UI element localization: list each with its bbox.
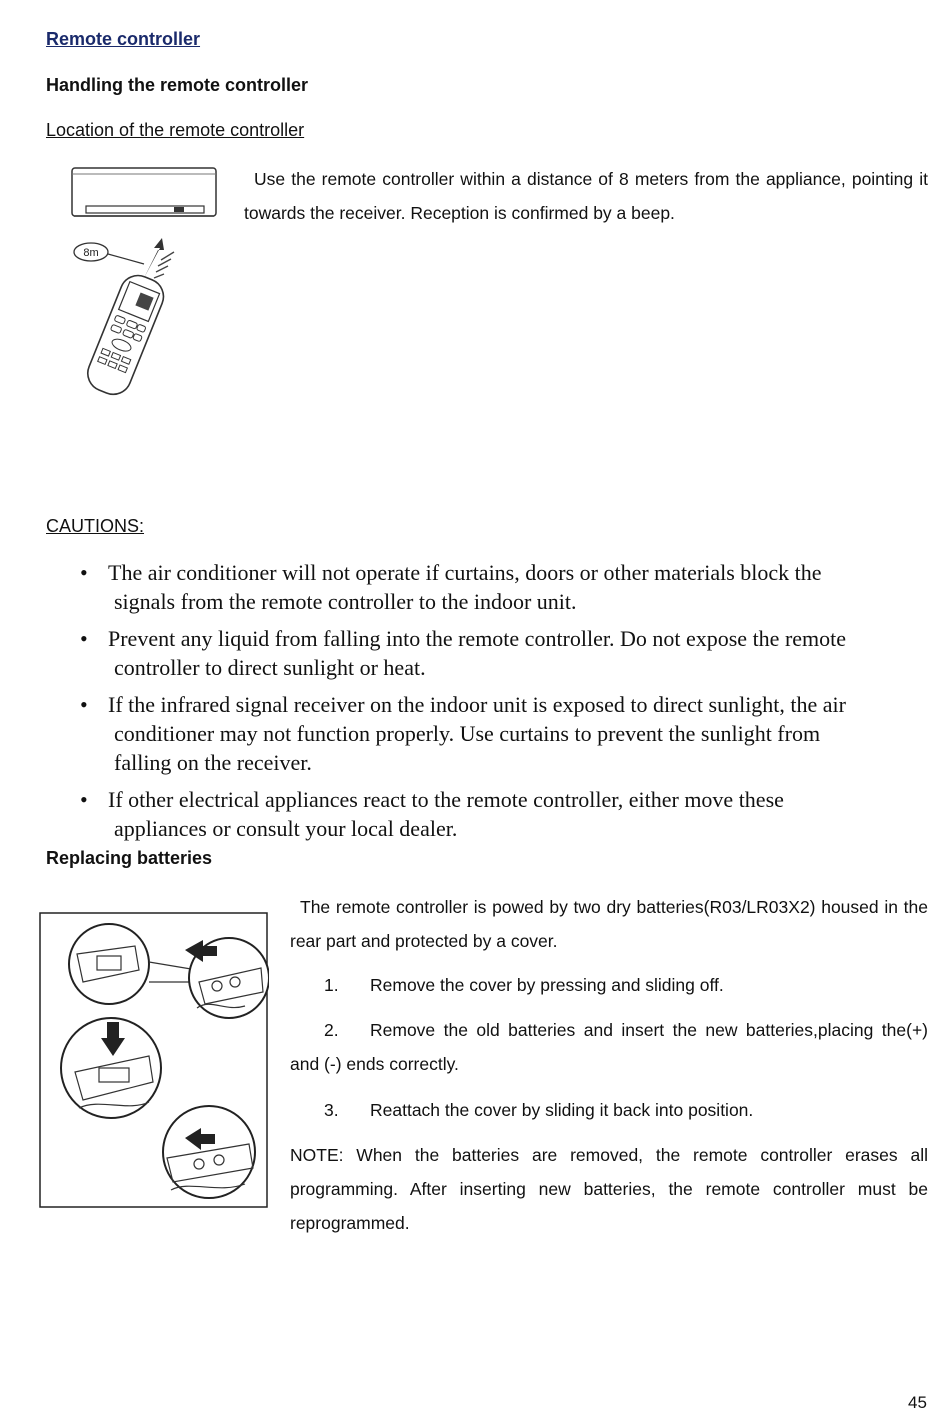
indoor-unit-illustration: [68, 164, 220, 222]
sub-title: Handling the remote controller: [46, 75, 309, 95]
distance-label: 8m: [83, 247, 99, 259]
step-number: 2.: [324, 1020, 339, 1040]
step-text: Remove the cover by pressing and sliding off.: [370, 975, 724, 995]
step-item: [290, 1013, 928, 1081]
caution-line: If other electrical appliances react to the remote controller, either move these: [108, 787, 784, 812]
step-number: 1.: [324, 975, 339, 995]
caution-line: falling on the receiver.: [114, 750, 312, 775]
batteries-heading: Replacing batteries: [46, 848, 213, 868]
bullet-icon: •: [80, 787, 88, 812]
caution-item: [80, 785, 900, 843]
step-text: Remove the old batteries and insert the new batteries,placing the(+) and (-) ends correctly.: [290, 1020, 928, 1074]
section-title: Remote controller: [46, 29, 201, 49]
location-heading: Location of the remote controller: [46, 120, 305, 140]
note-text: NOTE: When the batteries are removed, the remote controller erases all programming. After inserting new batteries, the remote controller must be reprogrammed.: [290, 1145, 928, 1233]
caution-line: appliances or consult your local dealer.: [114, 816, 458, 841]
cautions-heading: CAUTIONS:: [46, 516, 145, 536]
batteries-intro: The remote controller is powed by two dry batteries(R03/LR03X2) housed in the rear part and protected by a cover.: [290, 897, 928, 951]
caution-line: If the infrared signal receiver on the indoor unit is exposed to direct sunlight, the air: [108, 692, 846, 717]
caution-item: [80, 690, 900, 777]
battery-replacement-illustration: [39, 912, 269, 1209]
caution-line: signals from the remote controller to the indoor unit.: [114, 589, 577, 614]
remote-controller-illustration: [68, 234, 198, 404]
location-description: Use the remote controller within a distance of 8 meters from the appliance, pointing it towards the receiver. Reception is confirmed by a beep.: [244, 169, 928, 223]
bullet-icon: •: [80, 560, 88, 585]
bullet-icon: •: [80, 692, 88, 717]
caution-line: Prevent any liquid from falling into the remote controller. Do not expose the remote: [108, 626, 847, 651]
caution-item: [80, 558, 900, 616]
step-text: Reattach the cover by sliding it back into position.: [370, 1100, 754, 1120]
caution-item: [80, 624, 900, 682]
caution-line: conditioner may not function properly. Use curtains to prevent the sunlight from: [114, 721, 821, 746]
step-item: [290, 968, 928, 1002]
page-number: 45: [908, 1393, 927, 1412]
bullet-icon: •: [80, 626, 88, 651]
step-number: 3.: [324, 1100, 339, 1120]
caution-line: controller to direct sunlight or heat.: [114, 655, 426, 680]
step-item: [290, 1093, 928, 1127]
caution-line: The air conditioner will not operate if curtains, doors or other materials block the: [108, 560, 822, 585]
